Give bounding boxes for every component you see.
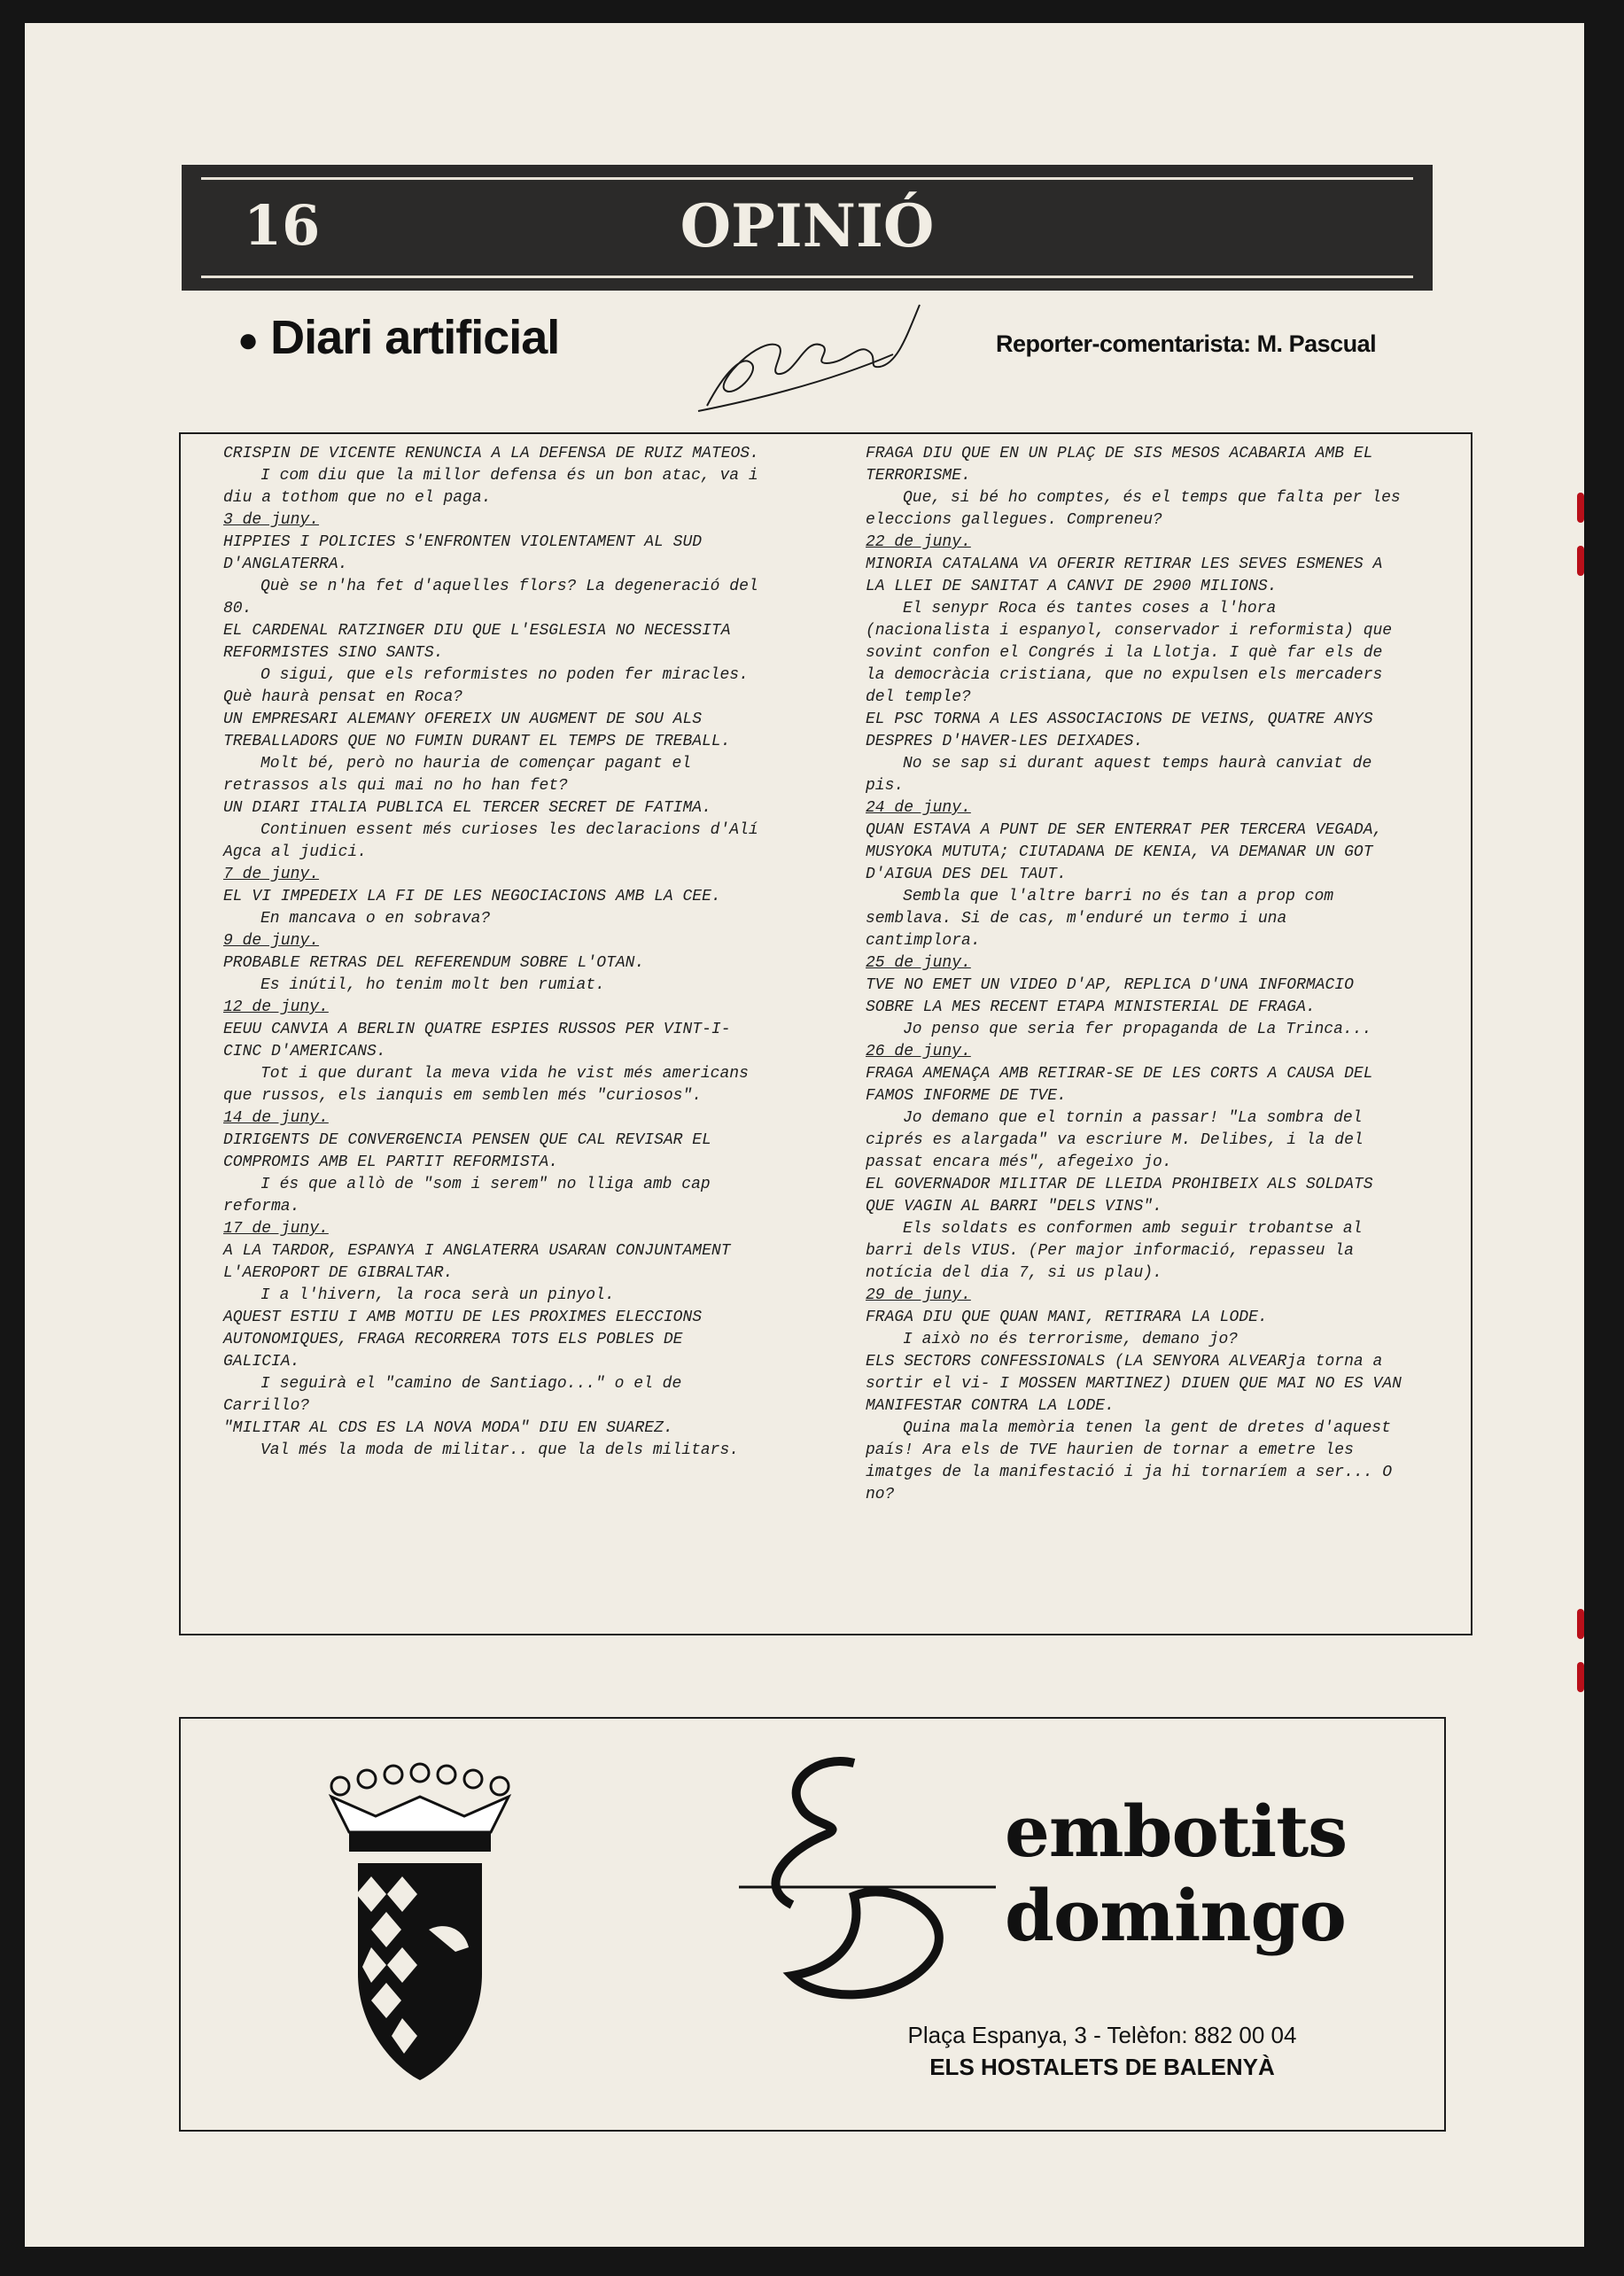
- date-entry: 25 de juny.: [866, 954, 971, 972]
- date-entry: 17 de juny.: [223, 1220, 329, 1238]
- news-headline: ELS SECTORS CONFESSIONALS (LA SENYORA ALVEARja torna a sortir el vi- I MOSSEN MARTINEZ) DIUEN QUE MAI NO ES VAN MANIFESTAR CONTRA LA LODE.: [866, 1353, 1402, 1415]
- byline: Reporter-comentarista: M. Pascual: [996, 330, 1377, 357]
- news-headline: A LA TARDOR, ESPANYA I ANGLATERRA USARAN CONJUNTAMENT L'AEROPORT DE GIBRALTAR.: [223, 1242, 731, 1282]
- article-column-right: [866, 443, 1406, 1506]
- news-headline: FRAGA DIU QUE EN UN PLAÇ DE SIS MESOS ACABARIA AMB EL TERRORISME.: [866, 445, 1373, 485]
- date-entry: 12 de juny.: [223, 998, 329, 1016]
- news-headline: AQUEST ESTIU I AMB MOTIU DE LES PROXIMES ELECCIONS AUTONOMIQUES, FRAGA RECORRERA TOTS ELS POBLES DE GALICIA.: [223, 1309, 703, 1371]
- news-headline: MINORIA CATALANA VA OFERIR RETIRAR LES SEVES ESMENES A LA LLEI DE SANITAT A CANVI DE 2900 MILIONS.: [866, 555, 1383, 595]
- ad-address: Plaça Espanya, 3 - Telèfon: 882 00 04: [907, 2022, 1297, 2048]
- commentary: Els soldats es conformen amb seguir trobantse al barri dels VIUS. (Per major informació, repasseu la notícia del dia 7, si us plau).: [866, 1220, 1363, 1282]
- news-headline: DIRIGENTS DE CONVERGENCIA PENSEN QUE CAL REVISAR EL COMPROMIS AMB EL PARTIT REFORMISTA.: [223, 1131, 711, 1171]
- brand-name-line1: embotits: [1005, 1790, 1348, 1873]
- date-entry: 26 de juny.: [866, 1043, 971, 1060]
- commentary: Jo demano que el tornin a passar! "La sombra del ciprés es alargada" va escriure M. Delibes, i la del passat encara més", afegeixo jo.: [866, 1109, 1364, 1171]
- date-entry: 3 de juny.: [223, 511, 320, 529]
- article-body: [179, 432, 1472, 1635]
- news-headline: UN EMPRESARI ALEMANY OFEREIX UN AUGMENT DE SOU ALS TREBALLADORS QUE NO FUMIN DURANT EL TEMPS DE TREBALL.: [223, 711, 731, 750]
- news-headline: HIPPIES I POLICIES S'ENFRONTEN VIOLENTAMENT AL SUD D'ANGLATERRA.: [223, 533, 703, 573]
- commentary: I seguirà el "camino de Santiago..." o el de Carrillo?: [223, 1375, 682, 1415]
- banner-rule-top: [201, 177, 1413, 180]
- page-number: 16: [244, 193, 321, 258]
- date-entry: 22 de juny.: [866, 533, 971, 551]
- news-headline: EEUU CANVIA A BERLIN QUATRE ESPIES RUSSOS PER VINT-I-CINC D'AMERICANS.: [223, 1021, 731, 1060]
- date-entry: 7 de juny.: [223, 866, 320, 883]
- section-banner: [182, 165, 1433, 291]
- commentary: Sembla que l'altre barri no és tan a prop com semblava. Si de cas, m'enduré un termo i una cantimplora.: [866, 888, 1334, 950]
- date-entry: 24 de juny.: [866, 799, 971, 817]
- edge-mark: [1577, 1662, 1584, 1692]
- news-headline: QUAN ESTAVA A PUNT DE SER ENTERRAT PER TERCERA VEGADA, MUSYOKA MUTUTA; CIUTADANA DE KENIA, VA DEMANAR UN GOT D'AIGUA DES DEL TAUT.: [866, 821, 1383, 883]
- commentary: I això no és terrorisme, demano jo?: [903, 1331, 1239, 1348]
- news-headline: TVE NO EMET UN VIDEO D'AP, REPLICA D'UNA INFORMACIO SOBRE LA MES RECENT ETAPA MINISTERIAL DE FRAGA.: [866, 976, 1354, 1016]
- commentary: En mancava o en sobrava?: [260, 910, 491, 928]
- news-headline: EL GOVERNADOR MILITAR DE LLEIDA PROHIBEIX ALS SOLDATS QUE VAGIN AL BARRI "DELS VINS".: [866, 1176, 1373, 1216]
- edge-mark: [1577, 493, 1584, 523]
- bullet-icon: ●: [237, 321, 259, 361]
- coat-of-arms-icon: [322, 1761, 517, 2089]
- commentary: No se sap si durant aquest temps haurà canviat de pis.: [866, 755, 1372, 795]
- banner-rule-bottom: [201, 276, 1413, 278]
- brand-logo-icon: [721, 1745, 1014, 2011]
- edge-mark: [1577, 1609, 1584, 1639]
- commentary: I a l'hivern, la roca serà un pinyol.: [260, 1286, 615, 1304]
- news-headline: "MILITAR AL CDS ES LA NOVA MODA" DIU EN SUAREZ.: [223, 1419, 673, 1437]
- commentary: Jo penso que seria fer propaganda de La Trinca...: [903, 1021, 1372, 1038]
- brand-name-line2: domingo: [1005, 1874, 1346, 1957]
- article-title: [237, 310, 559, 365]
- signature-icon: [689, 301, 925, 416]
- edge-mark: [1577, 546, 1584, 576]
- commentary: Molt bé, però no hauria de començar pagant el retrassos als qui mai no ho han fet?: [223, 755, 692, 795]
- commentary: Continuen essent més curioses les declaracions d'Alí Agca al judici.: [223, 821, 758, 861]
- page: [25, 23, 1584, 2247]
- commentary: El senypr Roca és tantes coses a l'hora (nacionalista i espanyol, conservador i reformista) que sovint confon el Congrés i la Llotja. I què far els de la democràcia cristiana, que no expulsen els mercaders del temple?: [866, 600, 1393, 706]
- commentary: Es inútil, ho tenim molt ben rumiat.: [260, 976, 605, 994]
- news-headline: EL PSC TORNA A LES ASSOCIACIONS DE VEINS, QUATRE ANYS DESPRES D'HAVER-LES DEIXADES.: [866, 711, 1373, 750]
- commentary: O sigui, que els reformistes no poden fer miracles. Què haurà pensat en Roca?: [223, 666, 749, 706]
- news-headline: FRAGA DIU QUE QUAN MANI, RETIRARA LA LODE.: [866, 1309, 1268, 1326]
- commentary: Val més la moda de militar.. que la dels militars.: [260, 1441, 740, 1459]
- commentary: Què se n'ha fet d'aquelles flors? La degeneració del 80.: [223, 578, 758, 618]
- commentary: Tot i que durant la meva vida he vist més americans que russos, els ianquis em semblen més "curiosos".: [223, 1065, 749, 1105]
- article-title-text: Diari artificial: [270, 311, 560, 364]
- commentary: Quina mala memòria tenen la gent de dretes d'aquest país! Ara els de TVE haurien de tornar a emetre les imatges de la manifestació i ja hi tornaríem a ser... O no?: [866, 1419, 1393, 1503]
- ad-town: ELS HOSTALETS DE BALENYÀ: [929, 2054, 1275, 2080]
- advertisement: [179, 1717, 1446, 2132]
- date-entry: 29 de juny.: [866, 1286, 971, 1304]
- section-title: OPINIÓ: [680, 191, 935, 260]
- commentary: Que, si bé ho comptes, és el temps que falta per les eleccions gallegues. Compreneu?: [866, 489, 1401, 529]
- article-column-left: [223, 443, 764, 1462]
- news-headline: PROBABLE RETRAS DEL REFERENDUM SOBRE L'OTAN.: [223, 954, 645, 972]
- news-headline: CRISPIN DE VICENTE RENUNCIA A LA DEFENSA DE RUIZ MATEOS.: [223, 445, 759, 462]
- news-headline: EL CARDENAL RATZINGER DIU QUE L'ESGLESIA NO NECESSITA REFORMISTES SINO SANTS.: [223, 622, 731, 662]
- news-headline: FRAGA AMENAÇA AMB RETIRAR-SE DE LES CORTS A CAUSA DEL FAMOS INFORME DE TVE.: [866, 1065, 1373, 1105]
- news-headline: EL VI IMPEDEIX LA FI DE LES NEGOCIACIONS AMB LA CEE.: [223, 888, 721, 905]
- date-entry: 9 de juny.: [223, 932, 320, 950]
- news-headline: UN DIARI ITALIA PUBLICA EL TERCER SECRET DE FATIMA.: [223, 799, 711, 817]
- date-entry: 14 de juny.: [223, 1109, 329, 1127]
- commentary: I com diu que la millor defensa és un bon atac, va i diu a tothom que no el paga.: [223, 467, 758, 507]
- commentary: I és que allò de "som i serem" no lliga amb cap reforma.: [223, 1176, 711, 1216]
